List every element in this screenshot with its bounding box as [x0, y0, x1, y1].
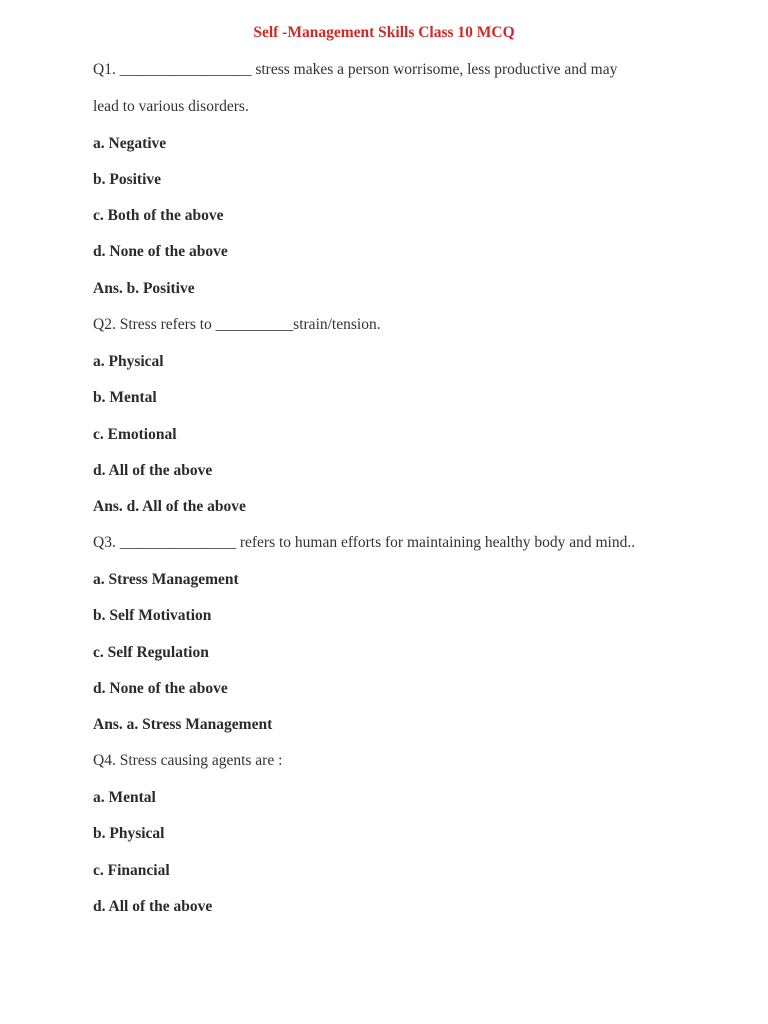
question-4-option-d: d. All of the above: [93, 898, 213, 915]
question-2-option-b: b. Mental: [93, 389, 157, 406]
question-4-option-b: b. Physical: [93, 825, 165, 842]
question-2-option-d: d. All of the above: [93, 462, 213, 479]
question-2-option-c: c. Emotional: [93, 426, 177, 443]
question-3-text-line-1: Q3. _______________ refers to human efforts for maintaining healthy body and mind..: [93, 534, 636, 551]
question-1-option-d: d. None of the above: [93, 243, 228, 260]
question-3-option-a: a. Stress Management: [93, 571, 239, 588]
document-title: Self -Management Skills Class 10 MCQ: [253, 24, 515, 41]
question-2-option-a: a. Physical: [93, 353, 164, 370]
question-2-answer: Ans. d. All of the above: [93, 498, 246, 515]
question-1-text-line-1: Q1. _________________ stress makes a person worrisome, less productive and may: [93, 61, 618, 78]
question-1-option-c: c. Both of the above: [93, 207, 224, 224]
question-1-option-a: a. Negative: [93, 135, 167, 152]
question-2-text-line-1: Q2. Stress refers to __________strain/tension.: [93, 316, 381, 333]
question-4-text-line-1: Q4. Stress causing agents are :: [93, 752, 283, 769]
question-1-text-line-2: lead to various disorders.: [93, 98, 249, 115]
question-3-option-d: d. None of the above: [93, 680, 228, 697]
question-1-answer: Ans. b. Positive: [93, 280, 195, 297]
question-3-option-c: c. Self Regulation: [93, 644, 209, 661]
question-4-option-a: a. Mental: [93, 789, 156, 806]
question-1-option-b: b. Positive: [93, 171, 162, 188]
question-3-option-b: b. Self Motivation: [93, 607, 212, 624]
question-3-answer: Ans. a. Stress Management: [93, 716, 273, 733]
question-4-option-c: c. Financial: [93, 862, 170, 879]
